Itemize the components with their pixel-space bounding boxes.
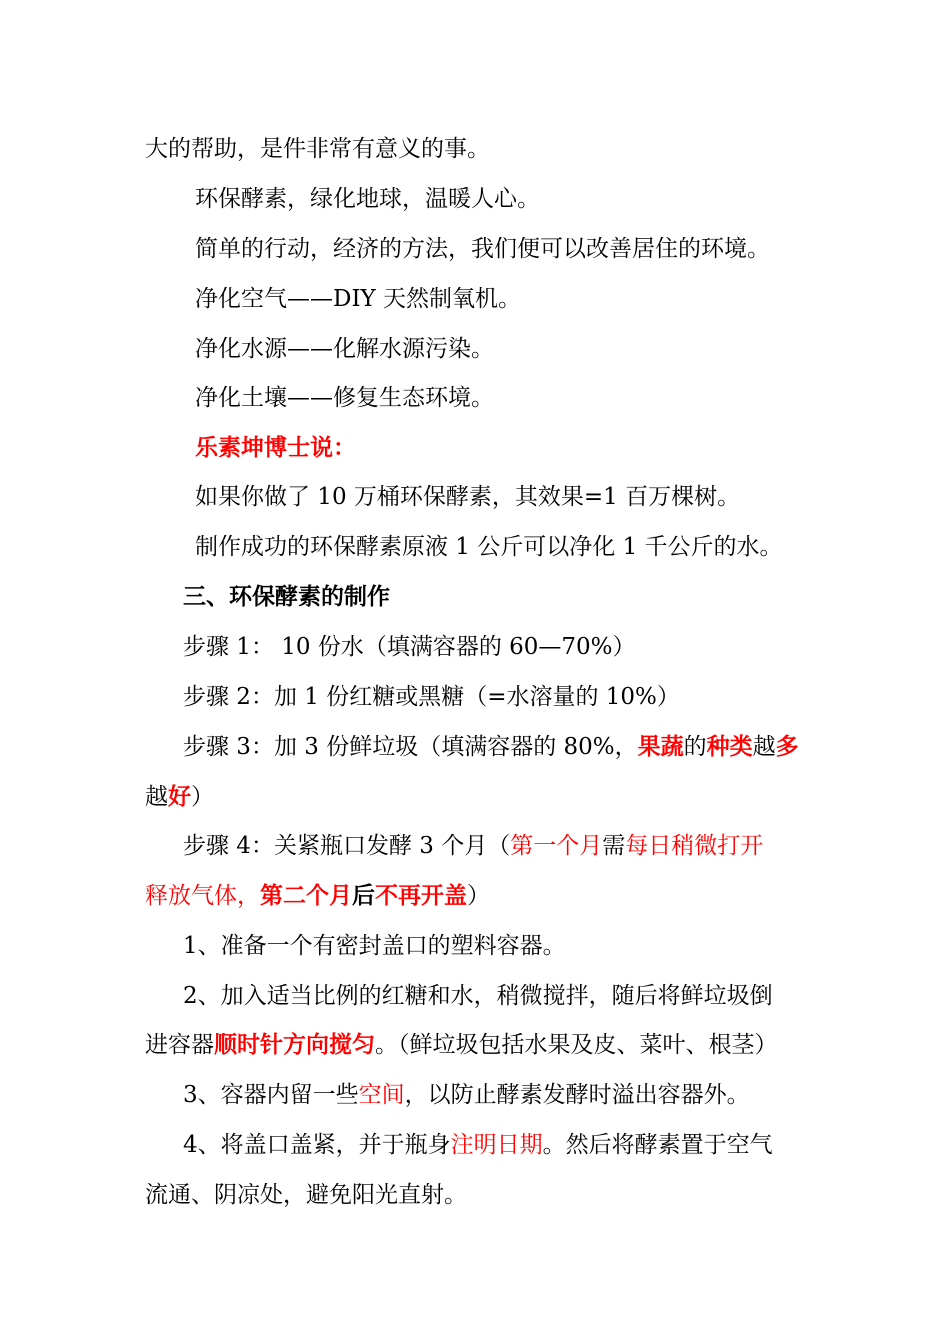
text-run: 步骤 4：关紧瓶口发酵 3 个月（	[183, 833, 511, 859]
step-line	[145, 881, 490, 911]
text-run: 的	[683, 734, 707, 760]
paragraph-line: 如果你做了 10 万桶环保酵素，其效果=1 百万棵树。	[195, 484, 741, 510]
highlight-text: 顺时针方向搅匀	[214, 1031, 375, 1058]
section-heading: 三、环保酵素的制作	[183, 583, 390, 610]
paragraph-line: 环保酵素，绿化地球，温暖人心。	[195, 186, 540, 212]
step-line	[183, 732, 799, 762]
paragraph-line	[183, 1080, 750, 1110]
step-line	[183, 831, 763, 861]
highlight-text: 释放气体，	[145, 883, 260, 909]
text-run: 。然后将酵素置于空气	[542, 1132, 773, 1158]
highlight-text: 不再开盖	[375, 882, 467, 909]
text-run: 步骤 3：加 3 份鲜垃圾（填满容器的 80%，	[183, 734, 638, 760]
highlight-text: 空间	[358, 1082, 405, 1108]
highlight-text: 多	[775, 733, 799, 760]
paragraph-line: 制作成功的环保酵素原液 1 公斤可以净化 1 千公斤的水。	[195, 534, 783, 560]
text-run: 后	[352, 882, 375, 909]
text-run: ）	[191, 784, 214, 810]
paragraph-line	[145, 1030, 778, 1060]
quote-heading: 乐素坤博士说：	[195, 434, 356, 461]
highlight-text: 种类	[706, 733, 753, 760]
text-run: ，以防止酵素发酵时溢出容器外。	[404, 1082, 750, 1108]
paragraph-line: 流通、阴凉处，避免阳光直射。	[145, 1182, 467, 1208]
highlight-text: 每日稍微打开	[625, 833, 764, 859]
text-run: 越	[752, 734, 776, 760]
highlight-text: 注明日期	[450, 1132, 543, 1158]
highlight-text: 好	[168, 783, 191, 810]
text-run: ）	[467, 883, 490, 909]
text-run: 4、将盖口盖紧，并于瓶身	[183, 1132, 451, 1158]
paragraph-line: 净化土壤——修复生态环境。	[195, 385, 494, 411]
paragraph-line: 净化空气——DIY 天然制氧机。	[195, 286, 522, 312]
paragraph-line: 简单的行动，经济的方法，我们便可以改善居住的环境。	[195, 236, 770, 262]
paragraph-line: 2、加入适当比例的红糖和水，稍微搅拌，随后将鲜垃圾倒	[183, 983, 773, 1009]
text-run: 3、容器内留一些	[183, 1082, 359, 1108]
text-run: 。（鲜垃圾包括水果及皮、菜叶、根茎）	[375, 1032, 778, 1058]
highlight-text: 第一个月	[510, 833, 603, 859]
highlight-text: 果蔬	[637, 733, 684, 760]
text-run: 越	[145, 784, 168, 810]
step-line: 步骤 1： 10 份水（填满容器的 60—70%）	[183, 634, 636, 660]
text-run: 进容器	[145, 1032, 214, 1058]
paragraph-line: 净化水源——化解水源污染。	[195, 336, 494, 362]
text-run: 需	[602, 833, 626, 859]
step-line: 步骤 2：加 1 份红糖或黑糖（=水溶量的 10%）	[183, 684, 680, 710]
paragraph-line: 大的帮助，是件非常有意义的事。	[145, 136, 490, 162]
paragraph-line: 1、准备一个有密封盖口的塑料容器。	[183, 933, 566, 959]
highlight-text: 第二个月	[260, 882, 352, 909]
paragraph-line	[183, 1130, 773, 1160]
step-line	[145, 782, 214, 812]
